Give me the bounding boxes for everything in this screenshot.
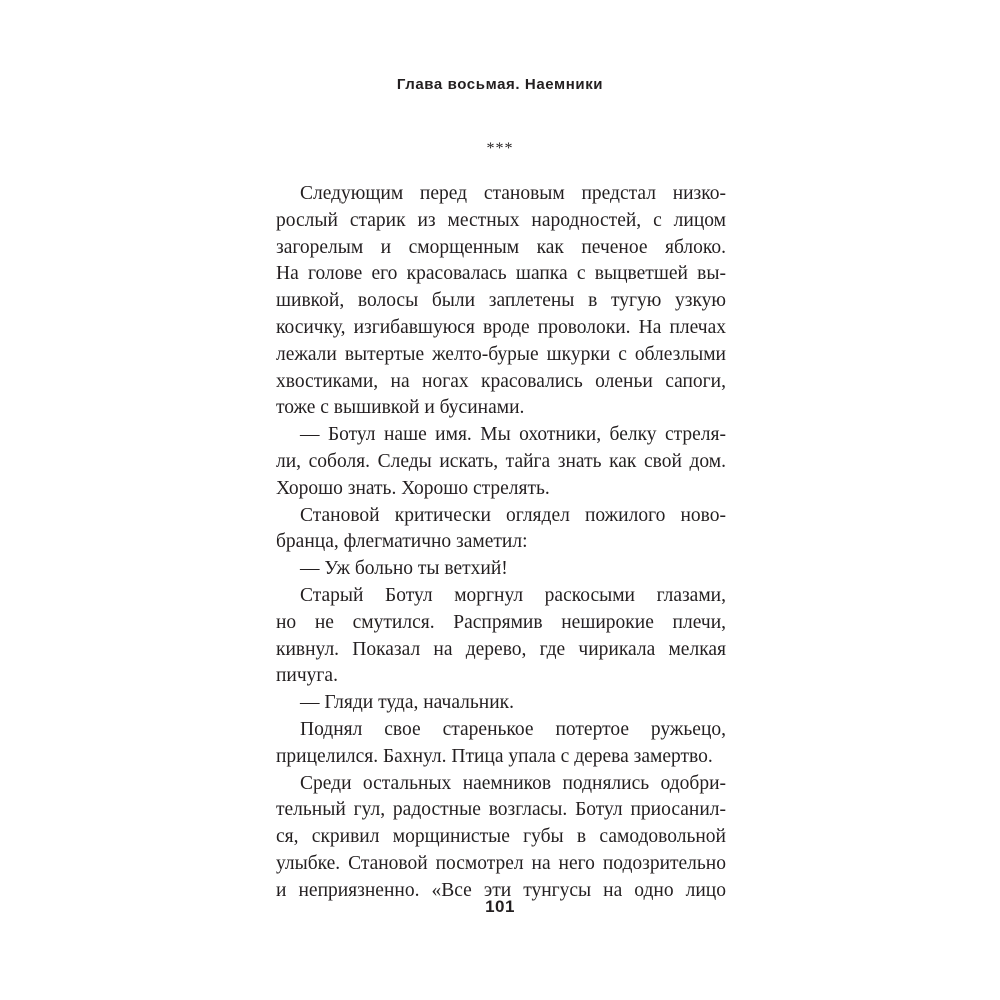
text-line: тельный гул, радостные возгласы. Ботул приосанил- <box>276 799 726 821</box>
text-line: лежали вытертые желто-бурые шкурки с облезлыми <box>276 343 726 365</box>
text-line: прицелился. Бахнул. Птица упала с дерева замертво. <box>276 745 713 767</box>
running-head: Глава восьмая. Наемники <box>396 76 604 93</box>
text-line: Хорошо знать. Хорошо стрелять. <box>276 477 550 499</box>
text-line: — Уж больно ты ветхий! <box>300 558 508 580</box>
text-line: хвостиками, на ногах красовались оленьи сапоги, <box>276 370 726 392</box>
text-line: пичуга. <box>276 665 338 687</box>
text-line: но не смутился. Распрямив неширокие плечи, <box>276 611 726 633</box>
text-line: — Гляди туда, начальник. <box>300 692 515 714</box>
text-line: — Ботул наше имя. Мы охотники, белку стреля- <box>300 424 726 446</box>
text-line: ли, соболя. Следы искать, тайга знать как свой дом. <box>276 450 726 472</box>
text-line: тоже с вышивкой и бусинами. <box>276 397 525 419</box>
text-line: Старый Ботул моргнул раскосыми глазами, <box>300 584 726 606</box>
text-line: ся, скривил морщинистые губы в самодовольной <box>276 826 726 848</box>
page-number: 101 <box>485 897 515 916</box>
body-text <box>276 181 726 905</box>
text-line: бранца, флегматично заметил: <box>276 531 528 553</box>
text-line: кивнул. Показал на дерево, где чирикала мелкая <box>276 638 726 660</box>
text-line: Среди остальных наемников поднялись одобри- <box>300 772 726 794</box>
text-line: Становой критически оглядел пожилого ново- <box>300 504 726 526</box>
text-line: шивкой, волосы были заплетены в тугую узкую <box>276 290 726 312</box>
text-line: косичку, изгибавшуюся вроде проволоки. На плечах <box>276 316 726 338</box>
text-line: Поднял свое старенькое потертое ружьецо, <box>300 718 726 740</box>
text-line: и неприязненно. «Все эти тунгусы на одно лицо <box>276 879 726 901</box>
text-line: загорелым и сморщенным как печеное яблоко. <box>276 236 726 258</box>
text-line: Следующим перед становым предстал низко- <box>300 183 726 204</box>
section-separator: *** <box>486 140 514 157</box>
text-line: рослый старик из местных народностей, с лицом <box>276 209 726 231</box>
text-line: улыбке. Становой посмотрел на него подозрительно <box>276 852 726 874</box>
text-line: На голове его красовалась шапка с выцветшей вы- <box>276 263 726 285</box>
